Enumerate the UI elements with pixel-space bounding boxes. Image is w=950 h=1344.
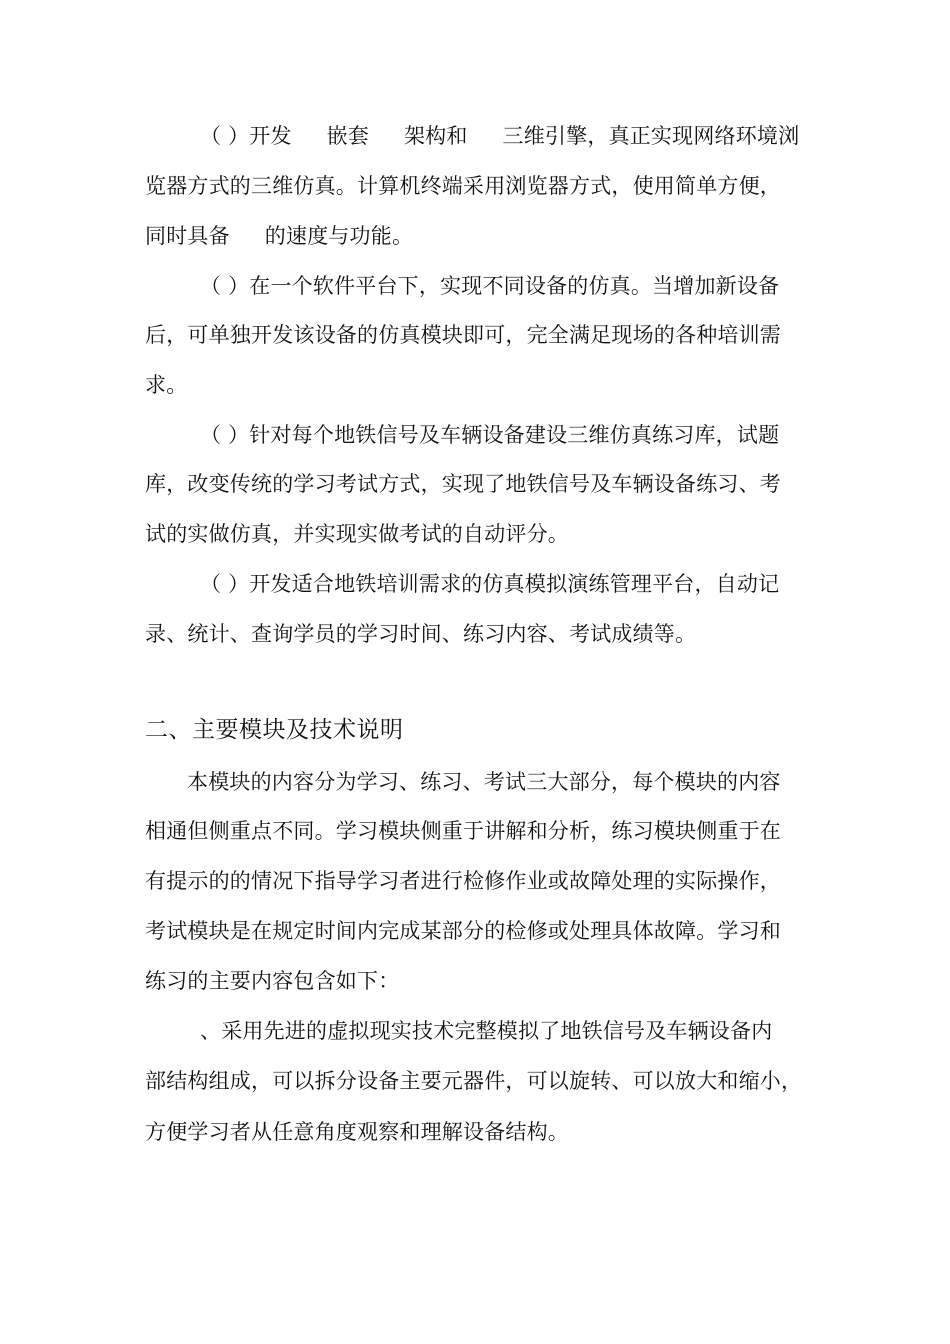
paragraph-2-line-2: 后，可单独开发该设备的仿真模块即可，完全满足现场的各种培训需 [145, 323, 781, 347]
section-paragraph-line-1: 本模块的内容分为学习、练习、考试三大部分，每个模块的内容 [187, 770, 781, 794]
section-paragraph-line-2: 相通但侧重点不同。学习模块侧重于讲解和分析，练习模块侧重于在 [145, 819, 781, 843]
section-paragraph-line-3: 有提示的的情况下指导学习者进行检修作业或故障处理的实际操作， [145, 869, 781, 893]
paragraph-1-line-2: 览器方式的三维仿真。计算机终端采用浏览器方式，使用简单方便， [145, 174, 781, 198]
paragraph-2-line-1: （ ）在一个软件平台下，实现不同设备的仿真。当增加新设备 [200, 274, 780, 298]
paragraph-1-line-1: （ ）开发 嵌套 架构和 三维引擎，真正实现网络环境浏 [200, 124, 800, 148]
section-paragraph-line-5: 练习的主要内容包含如下： [145, 969, 400, 993]
section-paragraph-line-4: 考试模块是在规定时间内完成某部分的检修或处理具体故障。学习和 [145, 919, 781, 943]
list-item-line-1: 、采用先进的虚拟现实技术完整模拟了地铁信号及车辆设备内 [200, 1019, 773, 1043]
paragraph-3-line-2: 库，改变传统的学习考试方式，实现了地铁信号及车辆设备练习、考 [145, 472, 781, 496]
list-item-line-2: 部结构组成，可以拆分设备主要元器件，可以旋转、可以放大和缩小， [145, 1069, 803, 1093]
paragraph-1-line-3: 同时具备 的速度与功能。 [145, 224, 414, 248]
paragraph-3-line-3: 试的实做仿真，并实现实做考试的自动评分。 [145, 522, 569, 546]
paragraph-3-line-1: （ ）针对每个地铁信号及车辆设备建设三维仿真练习库，试题 [200, 423, 780, 447]
section-heading: 二、主要模块及技术说明 [145, 717, 404, 743]
paragraph-4-line-2: 录、统计、查询学员的学习时间、练习内容、考试成绩等。 [145, 622, 697, 646]
paragraph-4-line-1: （ ）开发适合地铁培训需求的仿真模拟演练管理平台，自动记 [200, 572, 780, 596]
paragraph-2-line-3: 求。 [145, 373, 188, 397]
list-item-line-3: 方便学习者从任意角度观察和理解设备结构。 [145, 1120, 569, 1144]
